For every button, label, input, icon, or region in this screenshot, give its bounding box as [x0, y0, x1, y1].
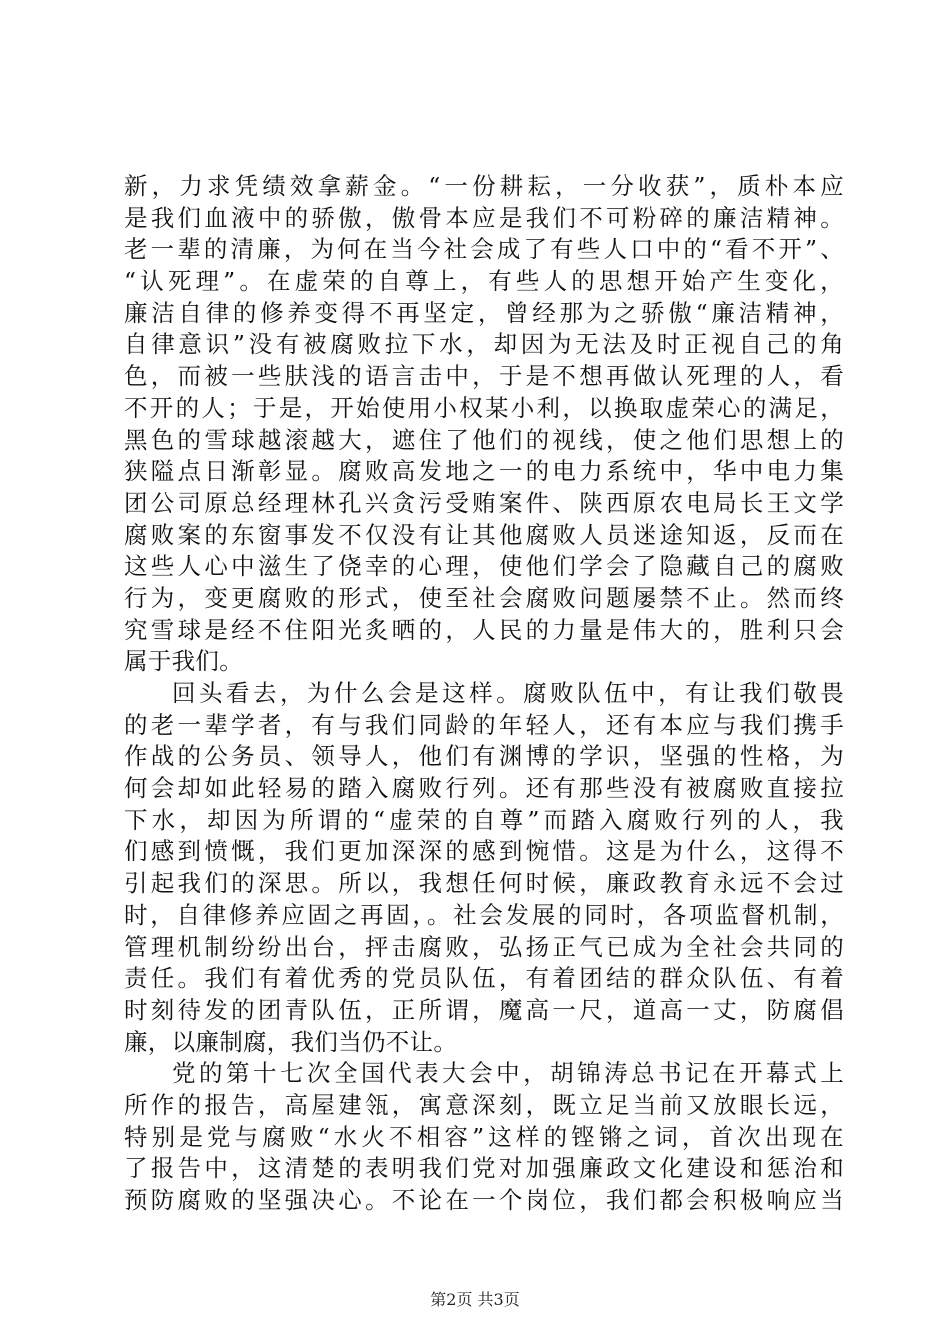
text-line: 是我们血液中的骄傲，傲骨本应是我们不可粉碎的廉洁精神。	[124, 203, 844, 232]
text-line: 色，而被一些肤浅的语言击中，于是不想再做认死理的人，看	[124, 362, 844, 391]
text-line: 廉，以廉制腐，我们当仍不让。	[124, 1027, 458, 1056]
text-line: 老一辈的清廉，为何在当今社会成了有些人口中的“看不开”、	[124, 235, 844, 264]
text-line: 时刻待发的团青队伍，正所谓，魔高一尺，道高一丈，防腐倡	[124, 995, 844, 1024]
text-line: 不开的人；于是，开始使用小权某小利，以换取虚荣心的满足，	[124, 393, 844, 422]
text-line: 自律意识”没有被腐败拉下水，却因为无法及时正视自己的角	[124, 330, 844, 359]
text-line: 何会却如此轻易的踏入腐败行列。还有那些没有被腐败直接拉	[124, 774, 844, 803]
text-line: 这些人心中滋生了侥幸的心理，使他们学会了隐藏自己的腐败	[124, 552, 844, 581]
text-line: 特别是党与腐败“水火不相容”这样的铿锵之词，首次出现在	[124, 1122, 844, 1151]
text-line: 究雪球是经不住阳光炙晒的，人民的力量是伟大的，胜利只会	[124, 615, 844, 644]
text-line: 腐败案的东窗事发不仅没有让其他腐败人员迷途知返，反而在	[124, 520, 844, 549]
text-line: 时，自律修养应固之再固，。社会发展的同时，各项监督机制，	[124, 900, 844, 929]
text-line: 们感到愤慨，我们更加深深的感到惋惜。这是为什么，这得不	[124, 837, 844, 866]
text-line: 的老一辈学者，有与我们同龄的年轻人，还有本应与我们携手	[124, 710, 844, 739]
text-line: 属于我们。	[124, 647, 243, 676]
text-line: 责任。我们有着优秀的党员队伍，有着团结的群众队伍、有着	[124, 964, 844, 993]
text-line: 下水，却因为所谓的“虚荣的自尊”而踏入腐败行列的人，我	[124, 805, 844, 834]
document-body	[124, 171, 844, 1217]
text-line: 廉洁自律的修养变得不再坚定，曾经那为之骄傲“廉洁精神，	[124, 298, 844, 327]
text-line: 引起我们的深思。所以，我想任何时候，廉政教育永远不会过	[124, 869, 844, 898]
text-line: 作战的公务员、领导人，他们有渊博的学识，坚强的性格，为	[124, 742, 844, 771]
text-line: 预防腐败的坚强决心。不论在一个岗位，我们都会积极响应当	[124, 1186, 844, 1214]
text-line: “认死理”。在虚荣的自尊上，有些人的思想开始产生变化，	[124, 267, 844, 296]
text-line: 狭隘点日渐彰显。腐败高发地之一的电力系统中，华中电力集	[124, 457, 844, 486]
page-footer: 第2页 共3页	[430, 1290, 520, 1309]
text-line: 团公司原总经理林孔兴贪污受贿案件、陕西原农电局长王文学	[124, 488, 844, 517]
text-line: 回头看去，为什么会是这样。腐败队伍中，有让我们敬畏	[172, 679, 844, 707]
text-line: 新，力求凭绩效拿薪金。“一份耕耘，一分收获”，质朴本应	[124, 172, 844, 200]
text-line: 黑色的雪球越滚越大，遮住了他们的视线，使之他们思想上的	[124, 425, 844, 454]
text-line: 所作的报告，高屋建瓴，寓意深刻，既立足当前又放眼长远，	[124, 1090, 844, 1119]
text-line: 管理机制纷纷出台，抨击腐败，弘扬正气已成为全社会共同的	[124, 932, 844, 961]
text-line: 党的第十七次全国代表大会中，胡锦涛总书记在开幕式上	[172, 1059, 844, 1088]
text-line: 了报告中，这清楚的表明我们党对加强廉政文化建设和惩治和	[124, 1154, 844, 1183]
text-line: 行为，变更腐败的形式，使至社会腐败问题屡禁不止。然而终	[124, 583, 844, 612]
